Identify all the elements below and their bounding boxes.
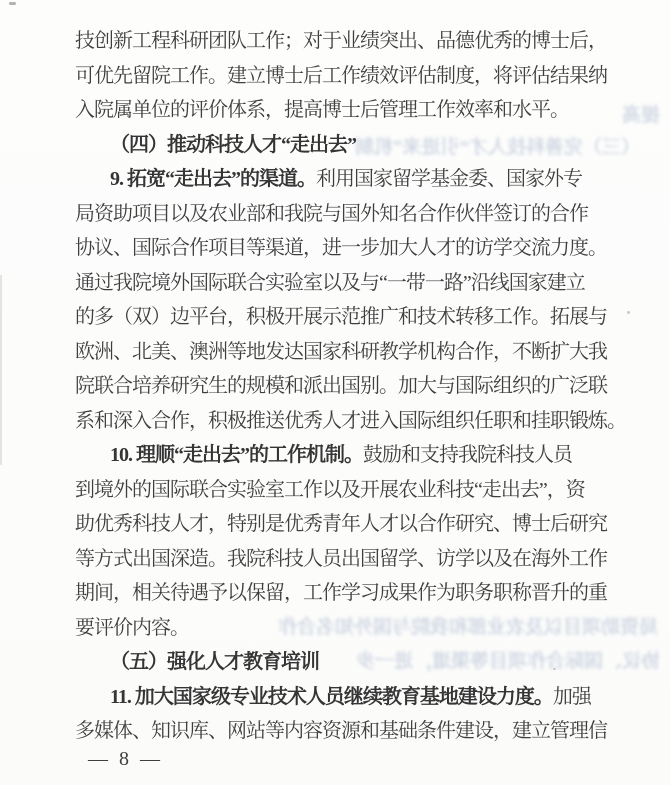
text-line [75,507,607,542]
text-line [75,24,607,59]
text-line [75,542,607,577]
body-text-segment: 等方式出国深造。我院科技人员出国留学、访学以及在海外工作 [75,547,607,570]
body-text-segment: 多媒体、知识库、网站等内容资源和基础条件建设，建立管理信 [75,720,607,742]
text-block [75,24,626,749]
bold-text-segment: 10. 理顺“走出去”的工作机制。 [110,444,363,466]
bleedthrough-text: 提高 [621,105,660,126]
body-text-segment: 到境外的国际联合实验室工作以及开展农业科技“走出去”，资 [75,478,585,501]
bleedthrough-text: （三）完善科技人才“引进来”机制 [354,137,640,158]
body-text-segment: 院联合培养研究生的规模和派出国别。加大与国际组织的广泛联 [75,375,607,397]
text-line [75,404,626,439]
bold-text-segment: （五）强化人才教育培训 [110,651,319,673]
text-line [75,438,601,473]
body-text-segment: 入院属单位的评价体系，提高博士后管理工作效率和水平。 [75,99,569,121]
body-text-segment: 欧洲、北美、澳洲等地发达国家科研教学机构合作，不断扩大我 [75,340,607,363]
text-line [75,714,607,749]
body-text-segment: 加强 [552,685,591,708]
scan-speck [553,668,556,670]
bold-text-segment: 11. 加大国家级专业技术人员继续教育基地建设力度。 [110,685,553,708]
text-line [75,335,607,370]
text-line [75,128,601,163]
body-text-segment: 协议、国际合作项目等渠道，进一步加大人才的访学交流力度。 [75,237,607,259]
page-number: — 8 — [88,748,163,770]
body-text-segment: 利用国家留学基金委、国家外专 [316,168,582,190]
text-line [75,473,601,508]
text-line [75,93,601,128]
body-text-segment: 要评价内容。 [75,616,189,639]
scan-speck [627,311,630,314]
text-line [75,369,607,404]
bleedthrough-text: 局资助项目以及农业部和我院与国外知名合作 [277,617,658,638]
bleedthrough-text: 协议、国际合作项目等渠道，进一步 [355,651,660,672]
body-text-segment: 鼓励和支持我院科技人员 [363,444,572,466]
bold-text-segment: 9. 拓宽“走出去”的渠道。 [110,168,316,190]
body-text-segment: 局资助项目以及农业部和我院与国外知名合作伙伴签订的合作 [75,202,588,225]
text-line [75,162,601,197]
text-line [75,576,607,611]
text-line [75,680,601,715]
body-text-segment: 可优先留院工作。建立博士后工作绩效评估制度，将评估结果纳 [75,64,607,87]
body-text-segment: 通过我院境外国际联合实验室以及与“一带一路”沿线国家建立 [75,271,585,294]
text-line [75,231,607,266]
body-text-segment: 助优秀科技人才，特别是优秀青年人才以合作研究、博士后研究 [75,513,607,535]
body-text-segment: 期间，相关待遇予以保留，工作学习成果作为职务职称晋升的重 [75,582,607,604]
text-line [75,197,601,232]
body-text-segment: 的多（双）边平台，积极开展示范推广和技术转移工作。拓展与 [75,306,607,328]
body-text-segment: 技创新工程科研团队工作；对于业绩突出、品德优秀的博士后， [75,30,607,52]
text-line [75,300,607,335]
scan-edge-artifact [0,275,2,465]
bold-text-segment: （四）推动科技人才“走出去” [110,133,356,156]
text-line [75,266,601,301]
body-text-segment: 系和深入合作，积极推送优秀人才进入国际组织任职和挂职锻炼。 [75,409,626,432]
text-line [75,59,607,94]
text-line [75,645,601,680]
text-line [75,611,601,646]
scan-speck [9,2,16,5]
